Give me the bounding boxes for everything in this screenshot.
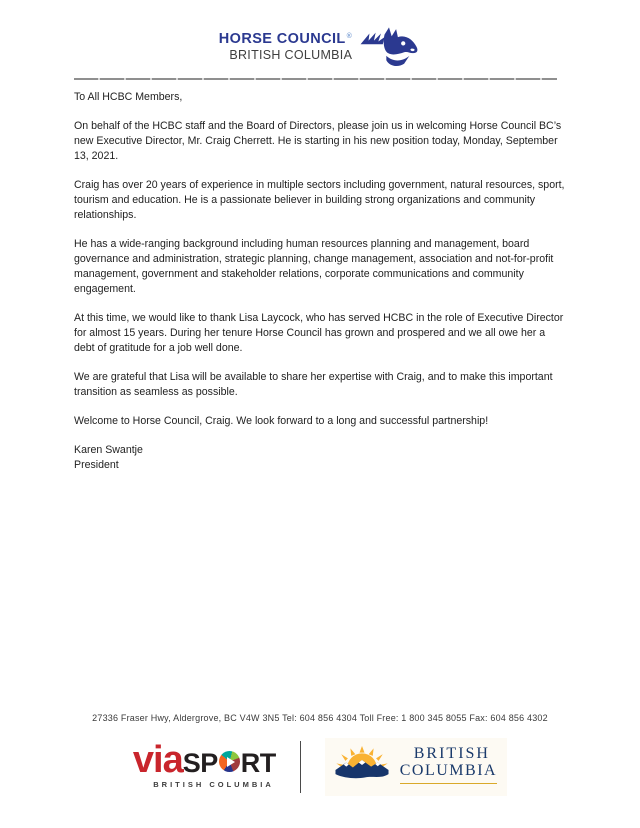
registered-trademark-icon: ® xyxy=(346,32,353,40)
horse-head-icon xyxy=(357,24,421,68)
hcbc-logo-text xyxy=(219,31,352,62)
bc-gov-line2: COLUMBIA xyxy=(399,761,498,779)
salutation: To All HCBC Members, xyxy=(74,91,183,103)
viasport-via-text: via xyxy=(132,739,183,782)
viasport-wordmark xyxy=(132,739,276,782)
viasport-subtext: BRITISH COLUMBIA xyxy=(153,779,274,789)
paragraph: Welcome to Horse Council, Craig. We look forward to a long and successful partnership! xyxy=(74,415,489,427)
footer-logos xyxy=(0,738,640,796)
viasport-rt-text: RT xyxy=(240,748,276,779)
bc-sun-mountains-icon xyxy=(333,744,391,786)
viasport-sp-text: SP xyxy=(182,748,218,779)
hcbc-logo-line1 xyxy=(219,31,352,48)
signature-title: President xyxy=(74,459,119,471)
footer-logo-divider xyxy=(300,741,301,793)
header-divider-line xyxy=(74,78,557,80)
signature-name: Karen Swantje xyxy=(74,444,143,456)
paragraph: At this time, we would like to thank Lisa Laycock, who has served HCBC in the role of Executive Director for almost 15 years. During her tenure Horse Council has grown and prospered and we all owe her a debt of gratitude for a job well done. xyxy=(74,312,564,354)
hcbc-logo-name: HORSE COUNCIL xyxy=(218,31,346,48)
paragraph: On behalf of the HCBC staff and the Board of Directors, please join us in welcoming Horse Council BC’s new Executive Director, Mr. Craig Cherrett. He is starting in his new position today, Monday, September 13, 2021. xyxy=(74,120,562,162)
bc-government-text xyxy=(400,746,497,784)
footer-address: 27336 Fraser Hwy, Aldergrove, BC V4W 3N5 Tel: 604 856 4304 Toll Free: 1 800 345 8055 Fax: 604 856 4302 xyxy=(92,713,548,723)
paragraph: Craig has over 20 years of experience in multiple sectors including government, natural resources, sport, tourism and education. He is a passionate believer in building strong organizations and community relationships. xyxy=(74,179,565,221)
bc-gov-gold-underline xyxy=(400,783,497,785)
viasport-o-play-icon xyxy=(219,751,240,772)
bc-gov-line1: BRITISH xyxy=(413,744,490,762)
paragraph: He has a wide-ranging background including human resources planning and management, board governance and administration, strategic planning, change management, association and not-for-profit management, government and stakeholder relations, corporate communications and community engagement. xyxy=(74,238,554,295)
viasport-logo xyxy=(132,739,276,789)
letter-body xyxy=(74,90,568,473)
hcbc-logo xyxy=(0,26,640,68)
hcbc-logo-line2: BRITISH COLUMBIA xyxy=(229,48,353,63)
bc-government-logo xyxy=(325,738,507,796)
signature-block xyxy=(74,443,568,473)
paragraph: We are grateful that Lisa will be available to share her expertise with Craig, and to make this important transition as seamless as possible. xyxy=(74,371,553,398)
